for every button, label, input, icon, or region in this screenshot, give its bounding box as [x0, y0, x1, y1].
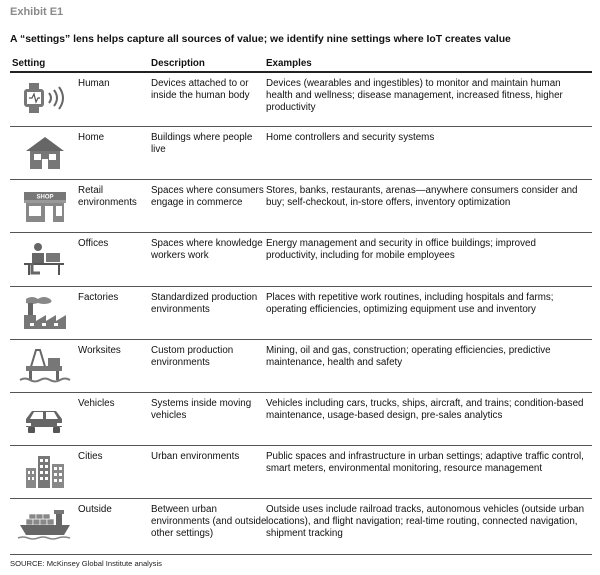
setting-description: Devices attached to or inside the human body: [151, 78, 250, 101]
setting-examples: Devices (wearables and ingestibles) to monitor and maintain human health and wellness; disease management, increased fitness, higher productivity: [266, 78, 563, 113]
setting-label: Human: [78, 78, 110, 89]
house-icon: [16, 133, 74, 173]
exhibit-headline: A “settings” lens helps capture all sources of value; we identify nine settings where IoT creates value: [10, 34, 511, 45]
setting-description: Standardized production environments: [151, 292, 258, 315]
setting-description: Systems inside moving vehicles: [151, 398, 252, 421]
office-worker-icon: [16, 239, 74, 279]
table-row-home: [10, 127, 592, 180]
setting-examples: Outside uses include railroad tracks, autonomous vehicles (outside urban locations), and flight navigation; real-time routing, connected navigation, shipment tracking: [266, 504, 585, 539]
setting-examples: Mining, oil and gas, construction; operating efficiencies, predictive maintenance, health and safety: [266, 345, 551, 368]
city-buildings-icon: [16, 452, 74, 492]
table-row-retail: [10, 180, 592, 233]
exhibit-label: Exhibit E1: [10, 6, 64, 18]
table-row-outside: [10, 499, 592, 555]
header-setting: Setting: [12, 58, 46, 69]
setting-label: Worksites: [78, 345, 121, 356]
table-row-offices: [10, 233, 592, 287]
setting-label: Factories: [78, 292, 119, 303]
setting-description: Buildings where people live: [151, 132, 253, 155]
setting-label: Home: [78, 132, 105, 143]
table-row-worksites: [10, 340, 592, 393]
setting-label: Offices: [78, 238, 109, 249]
table-header-row: [10, 56, 592, 73]
setting-description: Urban environments: [151, 451, 240, 462]
setting-examples: Places with repetitive work routines, including hospitals and farms; operating efficiencies, optimizing equipment use and inventory: [266, 292, 554, 315]
car-icon: [16, 399, 74, 439]
setting-examples: Stores, banks, restaurants, arenas—anywhere consumers consider and buy; self-checkout, in-store offers, inventory optimization: [266, 185, 578, 208]
header-description: Description: [151, 58, 205, 69]
setting-label: Cities: [78, 451, 103, 462]
setting-description: Spaces where knowledge workers work: [151, 238, 263, 261]
oil-rig-icon: [16, 346, 74, 386]
cargo-ship-icon: [16, 505, 74, 545]
settings-table: [10, 56, 592, 555]
shop-sign-text: SHOP: [36, 194, 54, 201]
table-row-factories: [10, 287, 592, 340]
setting-description: Between urban environments (and outside other settings): [151, 504, 267, 539]
setting-label: Outside: [78, 504, 112, 515]
table-row-cities: [10, 446, 592, 499]
setting-label: Retail environments: [78, 185, 137, 208]
table-row-vehicles: [10, 393, 592, 446]
table-row-human: [10, 73, 592, 127]
setting-examples: Vehicles including cars, trucks, ships, aircraft, and trains; condition-based maintenance, usage-based design, pre-sales analytics: [266, 398, 584, 421]
header-examples: Examples: [266, 58, 312, 69]
setting-description: Spaces where consumers engage in commerce: [151, 185, 264, 208]
person-wearable-icon: [16, 79, 74, 119]
factory-icon: [16, 293, 74, 333]
setting-examples: Energy management and security in office buildings; improved productivity, including for mobile employees: [266, 238, 536, 261]
setting-examples: Public spaces and infrastructure in urban settings; adaptive traffic control, smart meters, environmental monitoring, resource management: [266, 451, 584, 474]
shop-icon: [16, 186, 74, 226]
source-note: SOURCE: McKinsey Global Institute analysis: [10, 559, 162, 568]
setting-examples: Home controllers and security systems: [266, 132, 435, 143]
setting-label: Vehicles: [78, 398, 115, 409]
setting-description: Custom production environments: [151, 345, 234, 368]
